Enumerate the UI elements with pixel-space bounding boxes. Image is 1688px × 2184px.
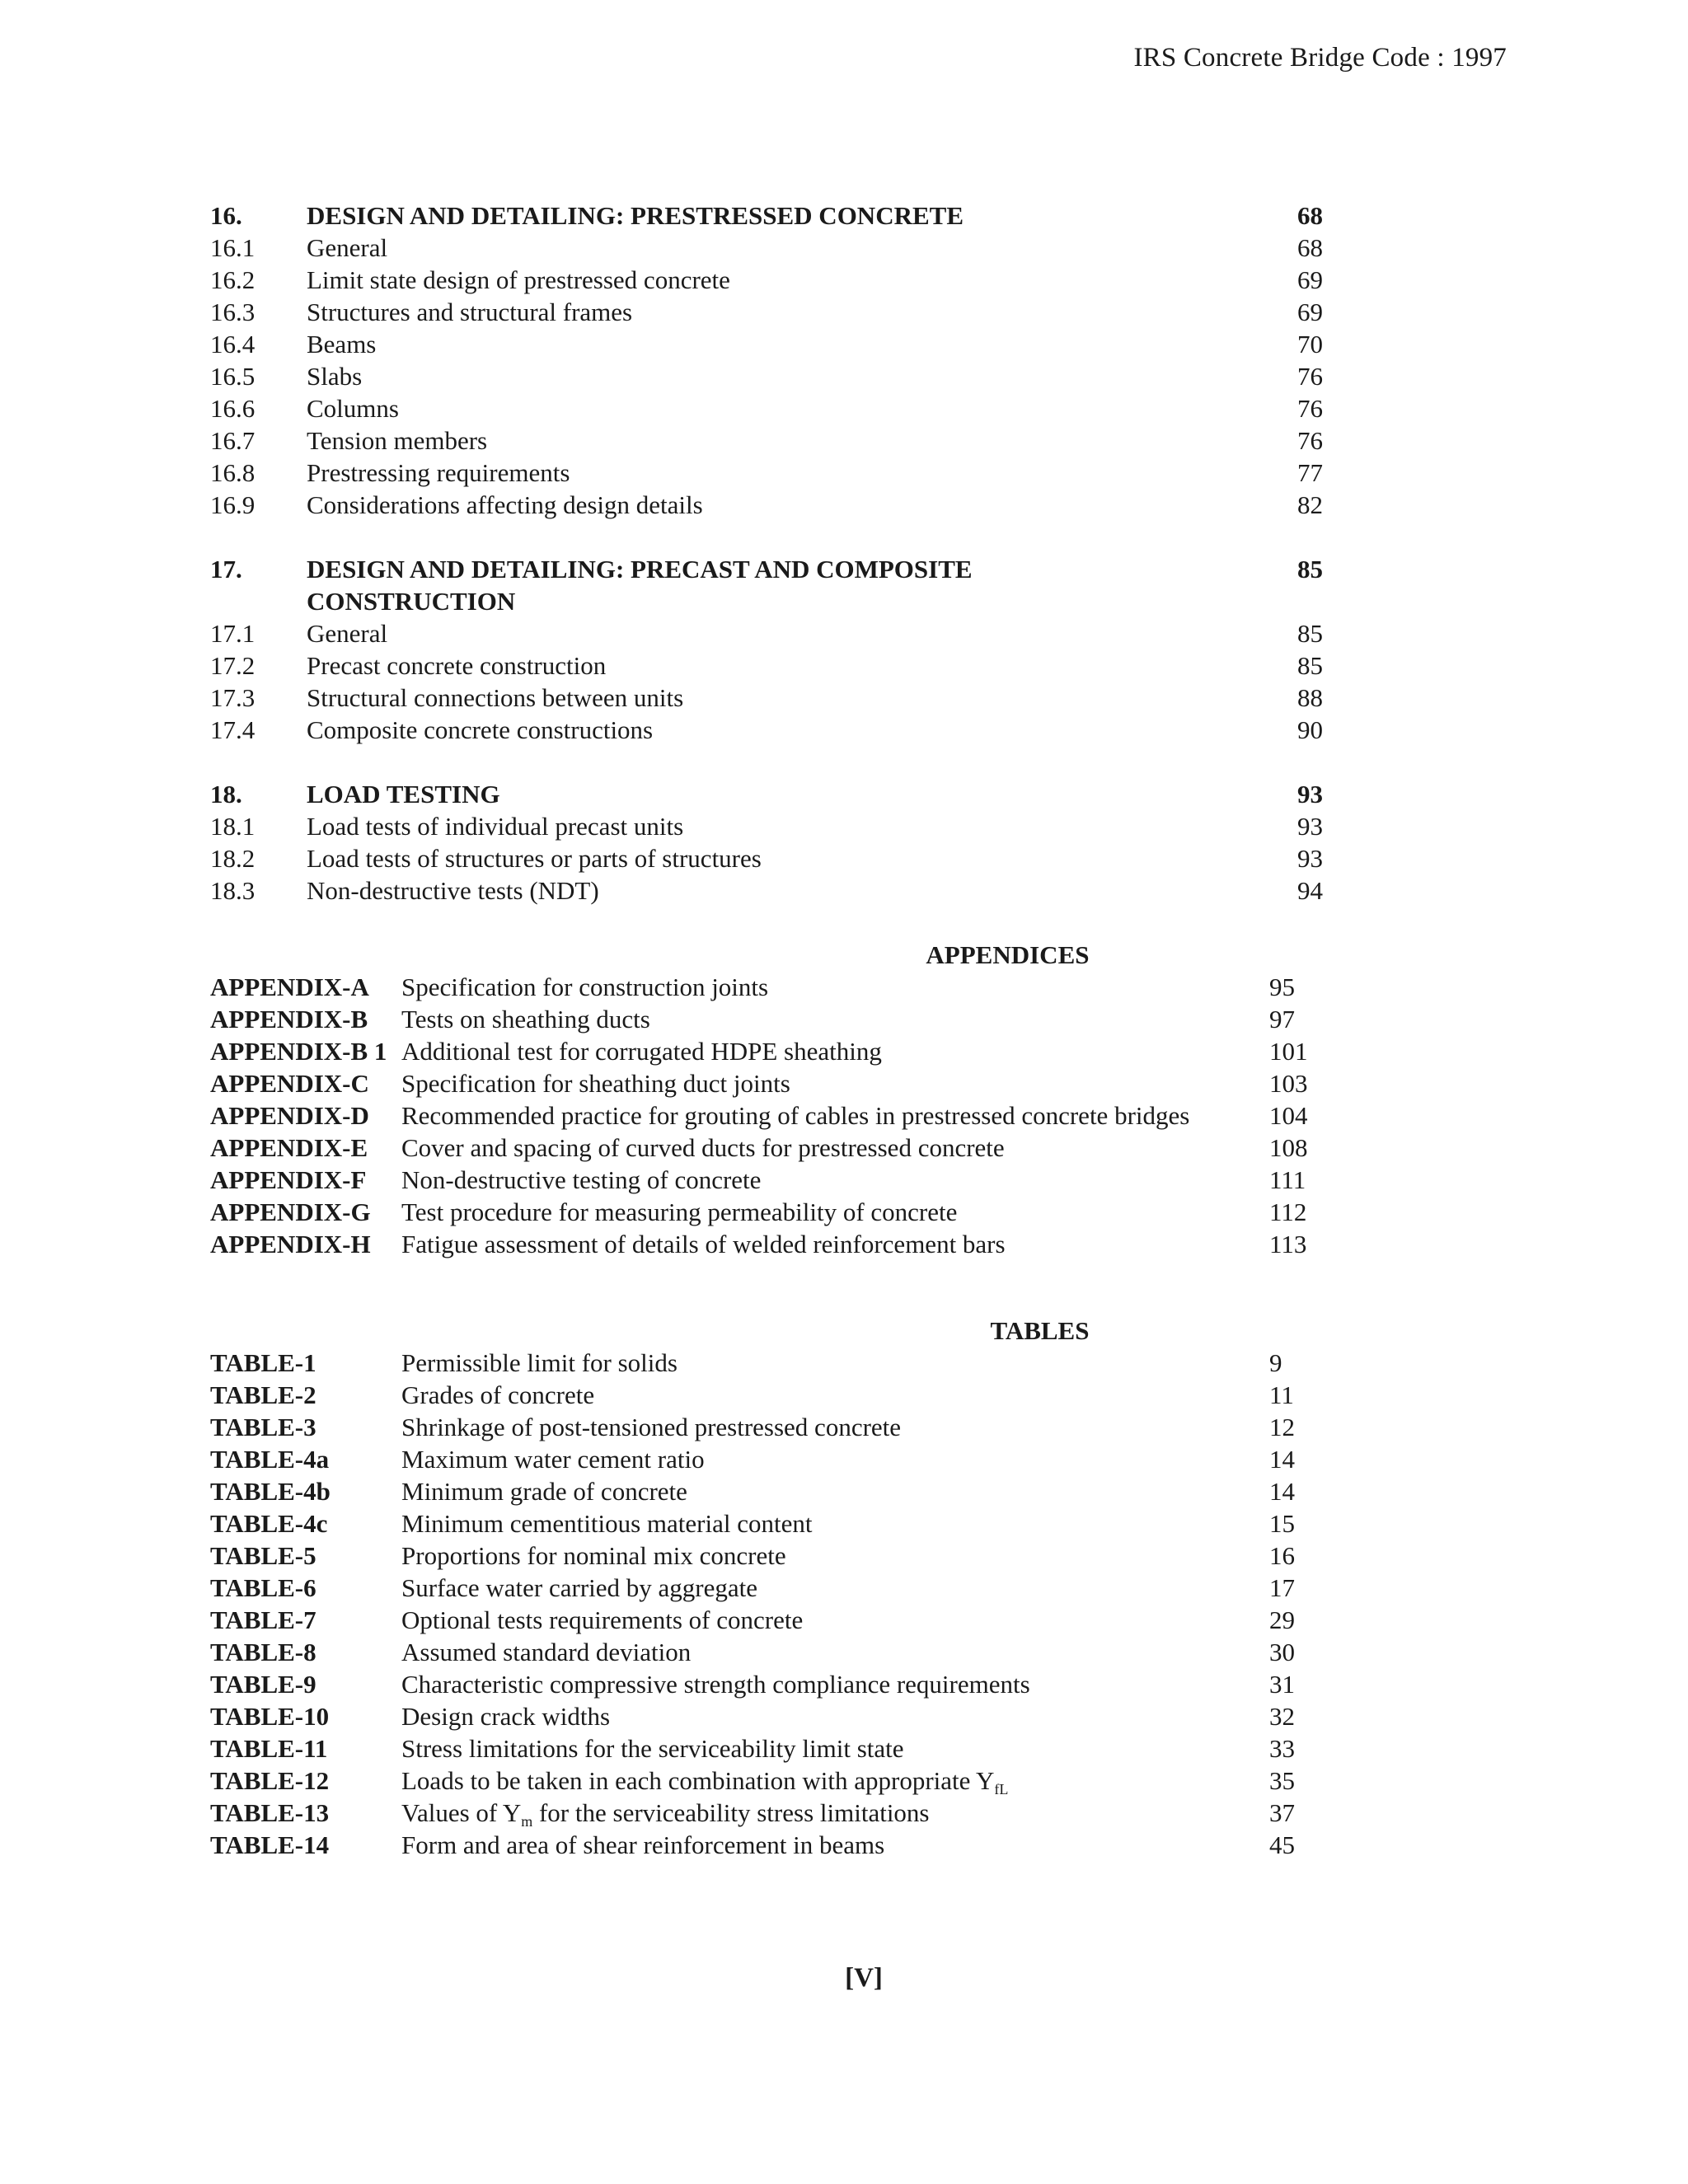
table-entry <box>210 1572 1323 1604</box>
entry-title: Beams <box>307 330 377 359</box>
table-entry-label: TABLE-14 <box>210 1830 330 1859</box>
appendix-entry-title <box>401 1196 1269 1228</box>
table-entry <box>210 1700 1323 1732</box>
table-entry-page: 35 <box>1269 1766 1295 1795</box>
appendix-entry <box>210 1228 1323 1260</box>
appendix-entry-label: APPENDIX-G <box>210 1197 371 1226</box>
appendix-entry-page: 113 <box>1269 1230 1307 1258</box>
appendix-entry-title <box>401 1164 1269 1196</box>
table-entry-label: TABLE-5 <box>210 1541 316 1570</box>
table-entry <box>210 1540 1323 1572</box>
table-entry <box>210 1797 1323 1829</box>
section-page: 68 <box>1297 201 1323 230</box>
section-page: 85 <box>1297 555 1323 583</box>
table-entry-title <box>401 1829 1269 1861</box>
tables-heading <box>0 1315 1311 1347</box>
table-entry-title-text: Assumed standard deviation <box>401 1638 692 1666</box>
table-entry-label: TABLE-3 <box>210 1413 316 1441</box>
appendix-entry <box>210 1196 1323 1228</box>
appendix-entry-page: 101 <box>1269 1037 1308 1066</box>
appendix-entry-title <box>401 1067 1269 1099</box>
toc-entry <box>210 360 1323 392</box>
entry-title: Structural connections between units <box>307 683 684 712</box>
appendix-entry-title-text: Tests on sheathing ducts <box>401 1005 650 1033</box>
entry-title: General <box>307 619 388 648</box>
appendix-entry-title-text: Specification for sheathing duct joints <box>401 1069 790 1098</box>
entry-title: Structures and structural frames <box>307 298 633 326</box>
entry-title: Tension members <box>307 426 488 455</box>
entry-page: 77 <box>1297 458 1323 487</box>
appendices-heading <box>0 939 1311 971</box>
entry-number: 16.8 <box>210 458 256 487</box>
section-heading <box>210 199 1323 232</box>
entry-title: Composite concrete constructions <box>307 715 654 744</box>
table-entry-title-text: Design crack widths <box>401 1702 611 1731</box>
table-entry-title <box>401 1797 1269 1829</box>
table-entry-title <box>401 1604 1269 1636</box>
appendix-entry-title <box>401 1132 1269 1164</box>
entry-page: 85 <box>1297 651 1323 680</box>
entry-title: General <box>307 233 388 262</box>
section-number: 18. <box>210 780 242 808</box>
appendix-entry-title <box>401 1035 1269 1067</box>
table-entry-title <box>401 1507 1269 1540</box>
appendix-entry-title-text: Non-destructive testing of concrete <box>401 1165 762 1194</box>
entry-title: Slabs <box>307 362 363 391</box>
table-entry <box>210 1379 1323 1411</box>
entry-page: 82 <box>1297 490 1323 519</box>
table-entry-label: TABLE-12 <box>210 1766 330 1795</box>
table-entry-title <box>401 1379 1269 1411</box>
section-heading-continued <box>210 585 1323 617</box>
entry-number: 17.2 <box>210 651 256 680</box>
entry-title: Non-destructive tests (NDT) <box>307 876 599 905</box>
entry-number: 16.6 <box>210 394 256 423</box>
appendix-entry-page: 103 <box>1269 1069 1308 1098</box>
table-entry-page: 45 <box>1269 1830 1295 1859</box>
table-entry-label: TABLE-2 <box>210 1380 316 1409</box>
table-entry-page: 14 <box>1269 1445 1295 1474</box>
table-entry-title-text: Proportions for nominal mix concrete <box>401 1541 786 1570</box>
entry-page: 85 <box>1297 619 1323 648</box>
appendix-entry <box>210 1003 1323 1035</box>
table-entry-title-text: Permissible limit for solids <box>401 1348 678 1377</box>
section-heading <box>210 553 1323 585</box>
entry-number: 17.1 <box>210 619 256 648</box>
appendix-entry <box>210 1067 1323 1099</box>
toc-entry <box>210 392 1323 424</box>
table-entry-label: TABLE-13 <box>210 1798 330 1827</box>
table-entry-title-text: Characteristic compressive strength compliance requirements <box>401 1670 1030 1699</box>
table-entry-title <box>401 1700 1269 1732</box>
appendix-entry-title-text: Fatigue assessment of details of welded reinforcement bars <box>401 1230 1006 1258</box>
appendix-entry-title-text: Specification for construction joints <box>401 972 769 1001</box>
toc-entry <box>210 232 1323 264</box>
appendix-entry-title-text: Recommended practice for grouting of cables in prestressed concrete bridges <box>401 1101 1190 1130</box>
table-entry-page: 16 <box>1269 1541 1295 1570</box>
table-entry-page: 30 <box>1269 1638 1295 1666</box>
entry-page: 90 <box>1297 715 1323 744</box>
table-entry-page: 33 <box>1269 1734 1295 1763</box>
table-entry-title <box>401 1636 1269 1668</box>
table-entry <box>210 1475 1323 1507</box>
table-entry-title-text: Values of Y <box>401 1798 522 1827</box>
entry-title: Load tests of structures or parts of structures <box>307 844 762 873</box>
appendices-heading-text: APPENDICES <box>926 940 1090 969</box>
table-entry <box>210 1636 1323 1668</box>
entry-number: 16.4 <box>210 330 256 359</box>
entry-title: Columns <box>307 394 399 423</box>
tables-heading-text: TABLES <box>990 1316 1090 1345</box>
appendix-entry-title <box>401 971 1269 1003</box>
entry-number: 16.1 <box>210 233 256 262</box>
appendix-entry-page: 95 <box>1269 972 1295 1001</box>
entry-page: 76 <box>1297 426 1323 455</box>
entry-page: 93 <box>1297 844 1323 873</box>
running-header: IRS Concrete Bridge Code : 1997 <box>1133 43 1507 73</box>
appendix-entry <box>210 1099 1323 1132</box>
table-entry-label: TABLE-8 <box>210 1638 316 1666</box>
appendix-entry-page: 104 <box>1269 1101 1308 1130</box>
toc-entry <box>210 682 1323 714</box>
entry-title: Limit state design of prestressed concrete <box>307 265 730 294</box>
table-entry-label: TABLE-10 <box>210 1702 330 1731</box>
table-entry-page: 32 <box>1269 1702 1295 1731</box>
toc-entry <box>210 810 1323 842</box>
table-entry-page: 15 <box>1269 1509 1295 1538</box>
table-entry-page: 12 <box>1269 1413 1295 1441</box>
entry-page: 94 <box>1297 876 1323 905</box>
table-entry-title <box>401 1572 1269 1604</box>
appendix-entry <box>210 1164 1323 1196</box>
entry-page: 70 <box>1297 330 1323 359</box>
tables-list <box>210 1347 1323 1861</box>
table-entry-title-text: Form and area of shear reinforcement in beams <box>401 1830 885 1859</box>
entry-number: 18.2 <box>210 844 256 873</box>
appendix-entry <box>210 971 1323 1003</box>
table-entry-title-text: Grades of concrete <box>401 1380 595 1409</box>
appendix-entry-page: 111 <box>1269 1165 1306 1194</box>
table-entry-title-rest: for the serviceability stress limitations <box>532 1798 930 1827</box>
table-entry-title <box>401 1668 1269 1700</box>
table-entry-label: TABLE-7 <box>210 1605 316 1634</box>
table-entry-title-text: Shrinkage of post-tensioned prestressed concrete <box>401 1413 902 1441</box>
section-number: 16. <box>210 201 242 230</box>
table-entry-page: 14 <box>1269 1477 1295 1506</box>
table-entry-page: 37 <box>1269 1798 1295 1827</box>
appendix-entry-label: APPENDIX-D <box>210 1101 369 1130</box>
section-page: 93 <box>1297 780 1323 808</box>
section-items <box>210 232 1323 521</box>
entry-page: 68 <box>1297 233 1323 262</box>
appendix-entry-page: 108 <box>1269 1133 1308 1162</box>
table-entry-title-text: Surface water carried by aggregate <box>401 1573 758 1602</box>
entry-title: Prestressing requirements <box>307 458 570 487</box>
table-entry-page: 29 <box>1269 1605 1295 1634</box>
appendix-entry-title-text: Additional test for corrugated HDPE sheathing <box>401 1037 882 1066</box>
toc-entry <box>210 842 1323 874</box>
section-items <box>210 617 1323 746</box>
table-entry <box>210 1443 1323 1475</box>
table-entry-page: 11 <box>1269 1380 1294 1409</box>
appendix-entry-title <box>401 1099 1269 1132</box>
appendix-entry-page: 97 <box>1269 1005 1295 1033</box>
appendix-entry-title <box>401 1228 1269 1260</box>
toc-entry <box>210 264 1323 296</box>
subscript: fL <box>994 1781 1009 1797</box>
toc-entry <box>210 617 1323 649</box>
entry-number: 17.4 <box>210 715 256 744</box>
appendices-list <box>210 971 1323 1260</box>
toc-entry <box>210 649 1323 682</box>
entry-number: 17.3 <box>210 683 256 712</box>
entry-page: 69 <box>1297 265 1323 294</box>
entry-number: 18.1 <box>210 812 256 841</box>
appendix-entry-page: 112 <box>1269 1197 1307 1226</box>
table-entry-title <box>401 1443 1269 1475</box>
toc-entry <box>210 296 1323 328</box>
entry-title: Precast concrete construction <box>307 651 607 680</box>
entry-number: 18.3 <box>210 876 256 905</box>
appendix-entry-label: APPENDIX-F <box>210 1165 367 1194</box>
appendix-entry-label: APPENDIX-B 1 <box>210 1037 387 1066</box>
table-entry <box>210 1765 1323 1797</box>
table-entry-title-text: Minimum cementitious material content <box>401 1509 813 1538</box>
section-number: 17. <box>210 555 242 583</box>
entry-number: 16.9 <box>210 490 256 519</box>
section-title: DESIGN AND DETAILING: PRESTRESSED CONCRETE <box>307 201 964 230</box>
table-entry-title <box>401 1765 1269 1797</box>
table-entry-page: 9 <box>1269 1348 1282 1377</box>
table-entry-title <box>401 1347 1269 1379</box>
entry-number: 16.3 <box>210 298 256 326</box>
toc-entry <box>210 489 1323 521</box>
table-entry <box>210 1347 1323 1379</box>
table-entry-page: 17 <box>1269 1573 1295 1602</box>
table-entry <box>210 1829 1323 1861</box>
entry-title: Considerations affecting design details <box>307 490 703 519</box>
page-folio: [V] <box>845 1963 883 1993</box>
appendix-entry-label: APPENDIX-B <box>210 1005 368 1033</box>
entry-page: 76 <box>1297 362 1323 391</box>
table-entry-title-text: Minimum grade of concrete <box>401 1477 687 1506</box>
table-entry <box>210 1604 1323 1636</box>
table-entry-label: TABLE-4c <box>210 1509 328 1538</box>
entry-page: 76 <box>1297 394 1323 423</box>
toc-entry <box>210 874 1323 907</box>
entry-page: 93 <box>1297 812 1323 841</box>
appendix-entry-label: APPENDIX-E <box>210 1133 368 1162</box>
table-entry-page: 31 <box>1269 1670 1295 1699</box>
table-entry <box>210 1507 1323 1540</box>
toc-entry <box>210 714 1323 746</box>
section-title-continued: CONSTRUCTION <box>307 587 516 616</box>
section-items <box>210 810 1323 907</box>
appendix-entry-label: APPENDIX-H <box>210 1230 371 1258</box>
table-entry-label: TABLE-4b <box>210 1477 331 1506</box>
entry-number: 16.5 <box>210 362 256 391</box>
table-entry-title-text: Optional tests requirements of concrete <box>401 1605 804 1634</box>
section-heading <box>210 778 1323 810</box>
section-title: LOAD TESTING <box>307 780 500 808</box>
table-entry-label: TABLE-6 <box>210 1573 316 1602</box>
entry-page: 69 <box>1297 298 1323 326</box>
entry-title: Load tests of individual precast units <box>307 812 684 841</box>
appendix-entry-title-text: Cover and spacing of curved ducts for prestressed concrete <box>401 1133 1005 1162</box>
table-entry <box>210 1411 1323 1443</box>
toc-entry <box>210 328 1323 360</box>
table-entry-label: TABLE-9 <box>210 1670 316 1699</box>
toc-entry <box>210 457 1323 489</box>
table-of-contents <box>210 199 1323 1861</box>
table-entry-title <box>401 1540 1269 1572</box>
appendix-entry-title <box>401 1003 1269 1035</box>
appendix-entry <box>210 1132 1323 1164</box>
appendix-entry <box>210 1035 1323 1067</box>
subscript: m <box>521 1813 533 1830</box>
appendix-entry-title-text: Test procedure for measuring permeability of concrete <box>401 1197 958 1226</box>
table-entry-label: TABLE-1 <box>210 1348 316 1377</box>
table-entry-title <box>401 1475 1269 1507</box>
table-entry <box>210 1668 1323 1700</box>
table-entry <box>210 1732 1323 1765</box>
table-entry-title <box>401 1411 1269 1443</box>
entry-page: 88 <box>1297 683 1323 712</box>
appendix-entry-label: APPENDIX-C <box>210 1069 369 1098</box>
table-entry-label: TABLE-4a <box>210 1445 330 1474</box>
table-entry-title <box>401 1732 1269 1765</box>
entry-number: 16.7 <box>210 426 256 455</box>
toc-entry <box>210 424 1323 457</box>
table-entry-title-text: Stress limitations for the serviceability limit state <box>401 1734 904 1763</box>
appendix-entry-label: APPENDIX-A <box>210 972 369 1001</box>
table-entry-title-text: Loads to be taken in each combination with appropriate Y <box>401 1766 995 1795</box>
section-title: DESIGN AND DETAILING: PRECAST AND COMPOSITE <box>307 555 973 583</box>
table-entry-title-text: Maximum water cement ratio <box>401 1445 705 1474</box>
table-entry-label: TABLE-11 <box>210 1734 328 1763</box>
entry-number: 16.2 <box>210 265 256 294</box>
